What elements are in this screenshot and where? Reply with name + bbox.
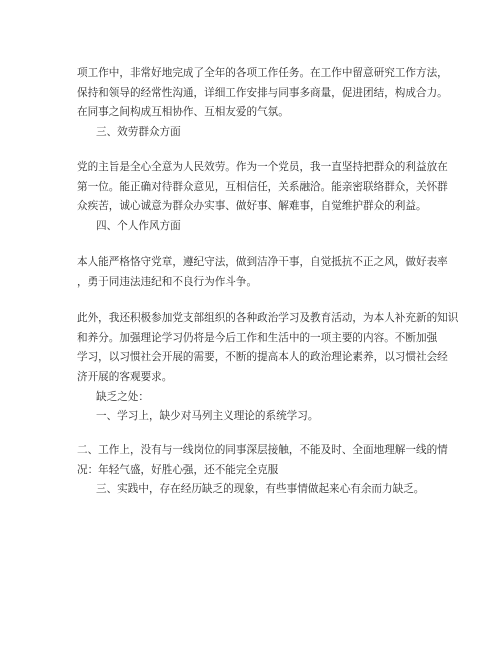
section-heading: 三、效劳群众方面: [96, 126, 181, 138]
body-line: 二、工作上，没有与一线岗位的同事深层接触，不能及时、全面地理解一线的情: [77, 444, 448, 456]
body-line: ，勇于同违法违纪和不良行为作斗争。: [77, 276, 258, 288]
body-line: 第一位。能正确对待群众意见，互相信任，关系融洽。能亲密联络群众，关怀群: [77, 181, 448, 193]
body-line: 学习，以习惯社会开展的需要，不断的提高本人的政治理论素养，以习惯社会经: [77, 351, 448, 363]
body-line: 本人能严格恪守党章，遵纪守法，做到洁净干事，自觉抵抗不正之风，做好表率: [77, 256, 448, 268]
body-line: 此外，我还积极参加党支部组织的各种政治学习及教育活动，为本人补充新的知识: [77, 312, 459, 324]
section-heading: 缺乏之处：: [96, 391, 149, 403]
body-line: 在同事之间构成互相协作、互相友爱的气氛。: [77, 106, 289, 118]
body-line: 党的主旨是全心全意为人民效劳。作为一个党员，我一直坚持把群众的利益放在: [77, 161, 448, 173]
body-line: 三、实践中，存在经历缺乏的现象，有些事情做起来心有余而力缺乏。: [96, 483, 425, 495]
body-line: 项工作中，非常好地完成了全年的各项工作任务。在工作中留意研究工作方法，: [77, 67, 448, 79]
body-line: 一、学习上，缺少对马列主义理论的系统学习。: [96, 410, 319, 422]
body-line: 济开展的客观要求。: [77, 371, 173, 383]
body-line: 况：年轻气盛，好胜心强，还不能完全克服: [77, 464, 279, 476]
body-line: 和养分。加强理论学习仍将是今后工作和生活中的一项主要的内容。不断加强: [77, 332, 438, 344]
body-line: 众疾苦，诚心诚意为群众办实事、做好事、解难事，自觉维护群众的利益。: [77, 200, 427, 212]
body-line: 保持和领导的经常性沟通，详细工作安排与同事多商量，促进团结，构成合力。: [77, 87, 448, 99]
section-heading: 四、个人作风方面: [96, 220, 181, 232]
